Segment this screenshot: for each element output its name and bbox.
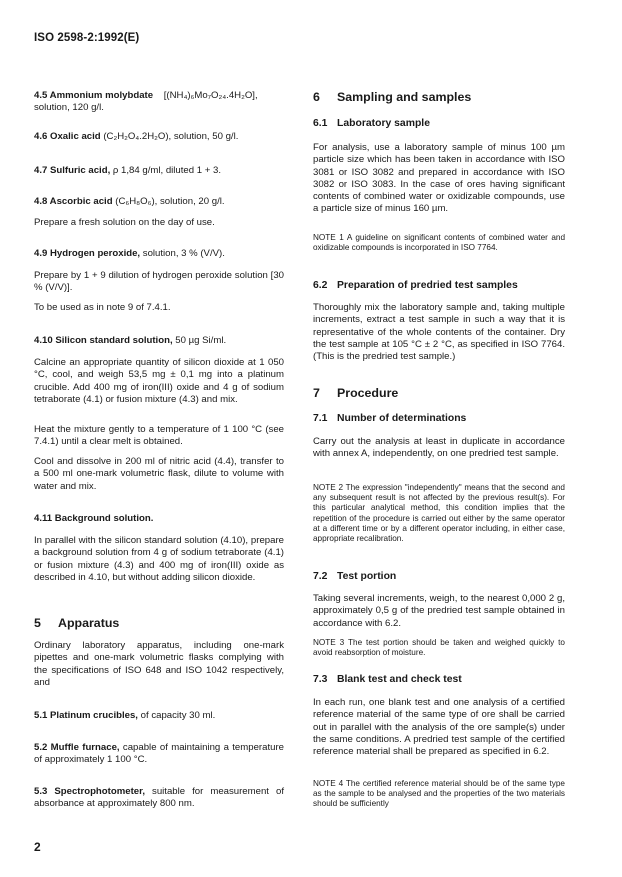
clause-4-7-title: 4.7 Sulfuric acid, bbox=[34, 165, 111, 176]
section-5-heading bbox=[34, 616, 119, 630]
clause-4-8-note: Prepare a fresh solution on the day of use. bbox=[34, 217, 215, 228]
note-4: NOTE 4 The certified reference material should be of the same type as the sample to be analysed and the properties of the two materials should be sufficiently bbox=[313, 779, 565, 809]
clause-4-9 bbox=[34, 248, 284, 260]
section-6-2-para: Thoroughly mix the laboratory sample and, taking multiple increments, extract a test sample in such a way that it is representative of the whole contents of the container. Dry the test sample at 105 °C ± 2 °C, as specified in ISO 7764. (This is the predried test sample.) bbox=[313, 302, 565, 363]
clause-4-10-title: 4.10 Silicon standard solution, bbox=[34, 335, 173, 346]
clause-4-5 bbox=[34, 90, 284, 115]
section-6-1-para: For analysis, use a laboratory sample of minus 100 µm particle size which has been taken in accordance with ISO 3081 or ISO 3082 and prepared in accordance with ISO 3082 or ISO 3083. In the case of ores having significant contents of combined water or oxidizable compounds, use a particle size of minus 160 µm. bbox=[313, 142, 565, 215]
section-7-3-number: 7.3 bbox=[313, 674, 328, 685]
clause-4-7 bbox=[34, 165, 284, 177]
section-5-title: Apparatus bbox=[58, 616, 120, 630]
clause-4-10 bbox=[34, 335, 284, 347]
clause-4-8-title: 4.8 Ascorbic acid bbox=[34, 196, 113, 207]
section-7-2-number: 7.2 bbox=[313, 571, 328, 582]
document-header: ISO 2598-2:1992(E) bbox=[34, 32, 140, 44]
section-6-1-heading bbox=[313, 118, 430, 129]
clause-4-10-text: 50 µg Si/ml. bbox=[175, 335, 227, 346]
section-6-1-number: 6.1 bbox=[313, 118, 328, 129]
clause-5-2 bbox=[34, 742, 284, 767]
clause-4-6-title: 4.6 Oxalic acid bbox=[34, 131, 101, 142]
note-2: NOTE 2 The expression "independently" means that the second and any subsequent result is not affected by the previous result(s). For this particular analytical method, this condition implies that the repetition of the procedure is carried out either by the same operator at a different time or by a different operator including, in either case, appropriate recalibration. bbox=[313, 483, 565, 544]
section-7-3-para: In each run, one blank test and one analysis of a certified reference material of the same type of ore shall be carried out in parallel with the analysis of the ore sample(s) under the same conditions. A predried test sample of the certified reference material shall be prepared as specified in 6.2. bbox=[313, 697, 565, 758]
page-number: 2 bbox=[34, 840, 41, 854]
section-6-heading bbox=[313, 90, 471, 104]
section-7-2-heading bbox=[313, 571, 396, 582]
section-7-2-para: Taking several increments, weigh, to the nearest 0,000 2 g, approximately 0,5 g of the predried test sample obtained in accordance with 6.2. bbox=[313, 593, 565, 629]
clause-4-7-text: ρ 1,84 g/ml, diluted 1 + 3. bbox=[112, 165, 222, 176]
clause-4-5-text: solution, 120 g/l. bbox=[34, 102, 104, 114]
section-6-2-heading bbox=[313, 280, 518, 291]
clause-4-10-para3: Cool and dissolve in 200 ml of nitric acid (4.4), transfer to a 500 ml one-mark volumetric flask, dilute to volume with water and mix. bbox=[34, 456, 284, 492]
clause-4-11 bbox=[34, 513, 284, 525]
section-7-title: Procedure bbox=[337, 386, 399, 400]
clause-5-2-title: 5.2 Muffle furnace, bbox=[34, 742, 120, 753]
clause-4-10-para2: Heat the mixture gently to a temperature of 1 100 °C (see 7.4.1) until a clear melt is obtained. bbox=[34, 424, 284, 448]
clause-4-11-title: 4.11 Background solution. bbox=[34, 513, 154, 524]
clause-5-2-text: capable of maintaining a temperature of approximately 1 100 °C. bbox=[34, 742, 284, 766]
clause-5-1-text: of capacity 30 ml. bbox=[140, 710, 216, 721]
section-7-1-number: 7.1 bbox=[313, 413, 328, 424]
section-5-number: 5 bbox=[34, 616, 41, 630]
note-3: NOTE 3 The test portion should be taken and weighed quickly to avoid reabsorption of moisture. bbox=[313, 638, 565, 658]
clause-4-10-para1: Calcine an appropriate quantity of silicon dioxide at 1 050 °C, cool, and weigh 53,5 mg ± 0,1 mg into a platinum crucible. Add 400 mg of iron(III) oxide and 4 g of sodium tetraborate (4.1) or fusion mixture (4.3) and mix. bbox=[34, 357, 284, 405]
clause-4-9-title: 4.9 Hydrogen peroxide, bbox=[34, 248, 141, 259]
clause-5-1 bbox=[34, 710, 284, 722]
clause-5-3-text: suitable for measurement of absorbance at approximately 800 nm. bbox=[34, 786, 284, 810]
section-6-2-title: Preparation of predried test samples bbox=[337, 280, 518, 291]
clause-4-5-title: 4.5 Ammonium molybdate bbox=[34, 90, 154, 101]
clause-4-9-para1: Prepare by 1 + 9 dilution of hydrogen peroxide solution [30 % (V/V)]. bbox=[34, 270, 284, 294]
section-6-1-title: Laboratory sample bbox=[337, 118, 430, 129]
clause-4-9-para2: To be used as in note 9 of 7.4.1. bbox=[34, 302, 171, 313]
section-7-3-title: Blank test and check test bbox=[337, 674, 462, 685]
section-7-1-para: Carry out the analysis at least in duplicate in accordance with annex A, independently, on one predried test sample. bbox=[313, 436, 565, 460]
section-7-heading bbox=[313, 386, 398, 400]
section-7-1-title: Number of determinations bbox=[337, 413, 467, 424]
clause-4-6-text: (C₂H₂O₄.2H₂O), solution, 50 g/l. bbox=[103, 131, 239, 142]
section-7-number: 7 bbox=[313, 386, 320, 400]
clause-5-1-title: 5.1 Platinum crucibles, bbox=[34, 710, 138, 721]
clause-5-3-title: 5.3 Spectrophotometer, bbox=[34, 786, 145, 797]
clause-4-6 bbox=[34, 131, 284, 143]
section-6-title: Sampling and samples bbox=[337, 90, 472, 104]
clause-4-5-formula: [(NH₄)₆Mo₇O₂₄.4H₂O], bbox=[163, 90, 258, 101]
section-7-3-heading bbox=[313, 674, 462, 685]
clause-4-9-text: solution, 3 % (V/V). bbox=[142, 248, 225, 259]
section-7-1-heading bbox=[313, 413, 466, 424]
clause-4-11-para: In parallel with the silicon standard solution (4.10), prepare a background solution from 4 g of sodium tetraborate (4.1) or fusion mixture (4.3) and 400 mg of iron(III) oxide as described in 4.10, but without adding silicon dioxide. bbox=[34, 535, 284, 583]
clause-5-3 bbox=[34, 786, 284, 811]
section-6-2-number: 6.2 bbox=[313, 280, 328, 291]
clause-4-8 bbox=[34, 196, 284, 208]
section-7-2-title: Test portion bbox=[337, 571, 397, 582]
clause-4-8-text: (C₆H₈O₆), solution, 20 g/l. bbox=[115, 196, 225, 207]
section-6-number: 6 bbox=[313, 90, 320, 104]
note-1: NOTE 1 A guideline on significant contents of combined water and oxidizable compounds is incorporated in ISO 7764. bbox=[313, 233, 565, 253]
section-5-para: Ordinary laboratory apparatus, including one-mark pipettes and one-mark volumetric flasks complying with the specifications of ISO 648 and ISO 1042 respectively, and bbox=[34, 640, 284, 688]
